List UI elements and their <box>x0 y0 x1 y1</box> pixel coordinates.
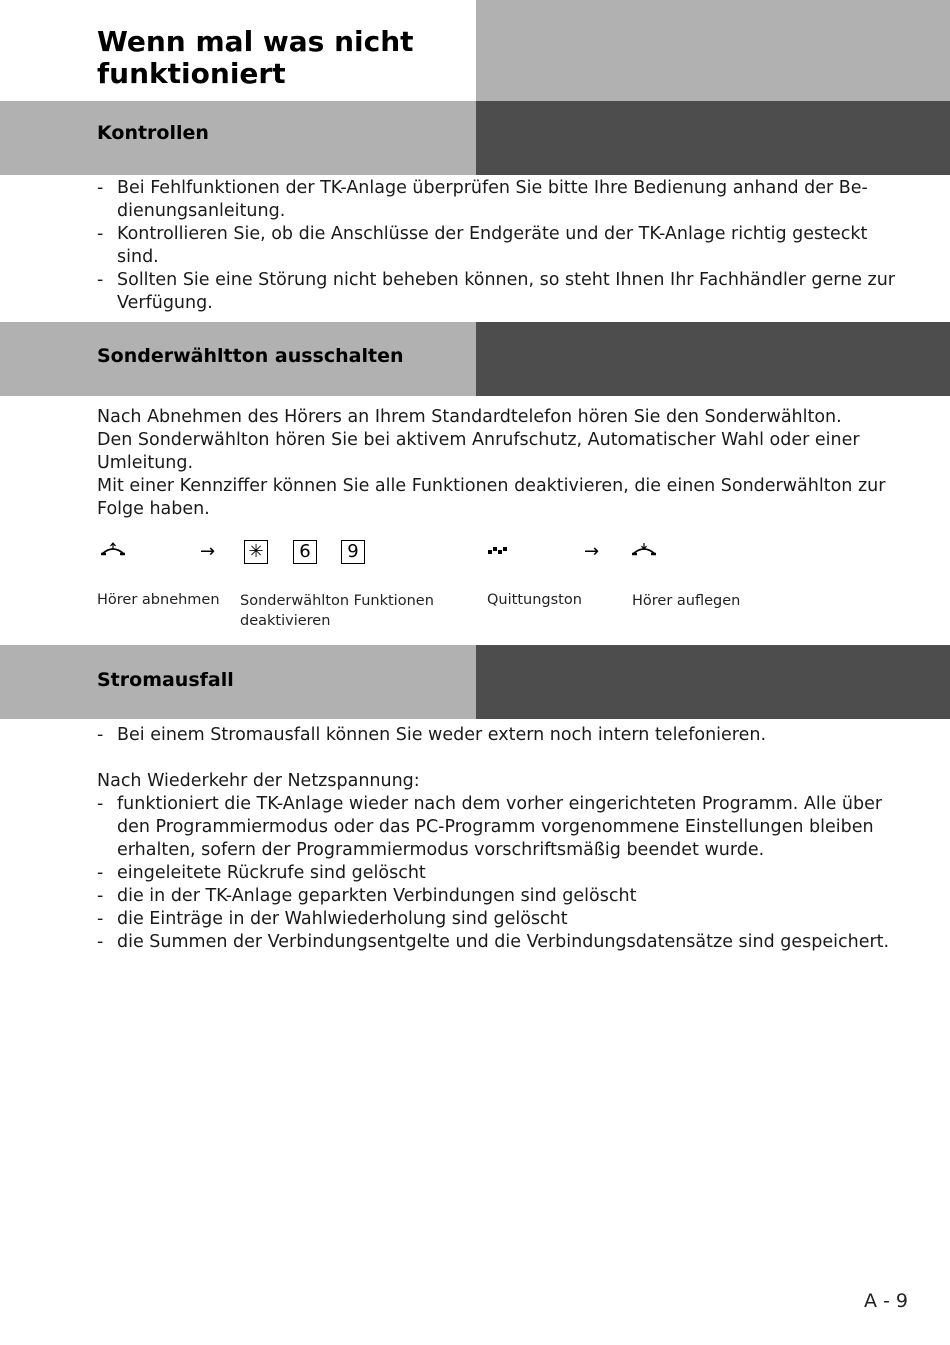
list-dash: - <box>97 909 104 929</box>
caption-lift: Hörer abnehmen <box>97 592 220 608</box>
list-dash: - <box>97 863 104 883</box>
list-text: die in der TK-Anlage geparkten Verbindungen sind gelöscht <box>117 886 637 906</box>
key-6: 6 <box>293 540 317 564</box>
section-band-sonderwaehlton-dark <box>476 322 950 396</box>
page-title <box>97 26 414 90</box>
list-item <box>97 862 927 885</box>
text-line: Nach Abnehmen des Hörers an Ihrem Standardtelefon hören Sie den Sonderwählton. <box>97 407 842 427</box>
arrow-icon: → <box>584 541 600 562</box>
list-text: Verfügung. <box>117 293 213 313</box>
list-item <box>97 177 927 223</box>
text-line: Folge haben. <box>97 499 210 519</box>
sonderwaehlton-text <box>97 406 927 521</box>
stromausfall-content <box>97 724 927 954</box>
handset-hangup-icon <box>631 542 657 558</box>
list-text: die Summen der Verbindungsentgelte und die Verbindungsdatensätze sind gespeichert. <box>117 932 890 952</box>
list-dash: - <box>97 794 104 814</box>
list-item <box>97 724 927 747</box>
list-item <box>97 908 927 931</box>
list-dash: - <box>97 725 104 745</box>
list-dash: - <box>97 178 104 198</box>
section-heading-sonderwaehlton: Sonderwähltton ausschalten <box>97 345 404 367</box>
caption-code-line1: Sonderwählton Funktionen <box>240 593 434 609</box>
list-text: erhalten, sofern der Programmiermodus vorschriftsmäßig beendet wurde. <box>117 840 765 860</box>
header-band-top-right <box>476 0 950 101</box>
list-text: Bei einem Stromausfall können Sie weder extern noch intern telefonieren. <box>117 725 767 745</box>
list-dash: - <box>97 932 104 952</box>
list-item <box>97 793 927 862</box>
section-band-stromausfall-light <box>0 645 476 719</box>
list-item <box>97 931 927 954</box>
list-text: die Einträge in der Wahlwiederholung sind gelöscht <box>117 909 568 929</box>
list-item <box>97 885 927 908</box>
key-9: 9 <box>341 540 365 564</box>
list-text: eingeleitete Rückrufe sind gelöscht <box>117 863 426 883</box>
stromausfall-list <box>97 793 927 954</box>
text-line: Den Sonderwählton hören Sie bei aktivem Anrufschutz, Automatischer Wahl oder einer <box>97 430 860 450</box>
list-dash: - <box>97 270 104 290</box>
list-dash: - <box>97 886 104 906</box>
kontrollen-list <box>97 177 927 315</box>
list-text: dienungsanleitung. <box>117 201 286 221</box>
key-star: ✳ <box>244 540 268 564</box>
list-item <box>97 269 927 315</box>
list-text: Bei Fehlfunktionen der TK-Anlage überprüfen Sie bitte Ihre Bedienung anhand der Be- <box>117 178 868 198</box>
section-band-kontrollen-light <box>0 101 476 175</box>
list-text: Sollten Sie eine Störung nicht beheben können, so steht Ihnen Ihr Fachhändler gerne zur <box>117 270 896 290</box>
list-text: funktioniert die TK-Anlage wieder nach dem vorher eingerichteten Programm. Alle über <box>117 794 883 814</box>
caption-acknowledge: Quittungston <box>487 592 582 608</box>
list-item <box>97 223 927 269</box>
caption-code <box>240 591 434 631</box>
stromausfall-intro-list <box>97 724 927 747</box>
text-line: Umleitung. <box>97 453 194 473</box>
handset-lift-icon <box>100 542 126 558</box>
list-dash: - <box>97 224 104 244</box>
acknowledge-tone-icon <box>488 546 508 556</box>
caption-code-line2: deaktivieren <box>240 613 331 629</box>
section-band-stromausfall-dark <box>476 645 950 719</box>
page-title-line2: funktioniert <box>97 57 286 90</box>
list-text: sind. <box>117 247 159 267</box>
section-heading-kontrollen: Kontrollen <box>97 122 209 144</box>
section-band-kontrollen-dark <box>476 101 950 175</box>
section-heading-stromausfall: Stromausfall <box>97 669 234 691</box>
list-text: den Programmiermodus oder das PC-Programm vorgenommene Einstellungen bleiben <box>117 817 874 837</box>
list-text: Kontrollieren Sie, ob die Anschlüsse der Endgeräte und der TK-Anlage richtig gesteckt <box>117 224 868 244</box>
caption-hangup: Hörer auflegen <box>632 593 741 609</box>
arrow-icon: → <box>200 541 216 562</box>
after-label: Nach Wiederkehr der Netzspannung: <box>97 771 420 791</box>
page-number: A - 9 <box>863 1290 908 1312</box>
text-line: Mit einer Kennziffer können Sie alle Funktionen deaktivieren, die einen Sonderwählton zur <box>97 476 886 496</box>
page-title-line1: Wenn mal was nicht <box>97 25 414 58</box>
